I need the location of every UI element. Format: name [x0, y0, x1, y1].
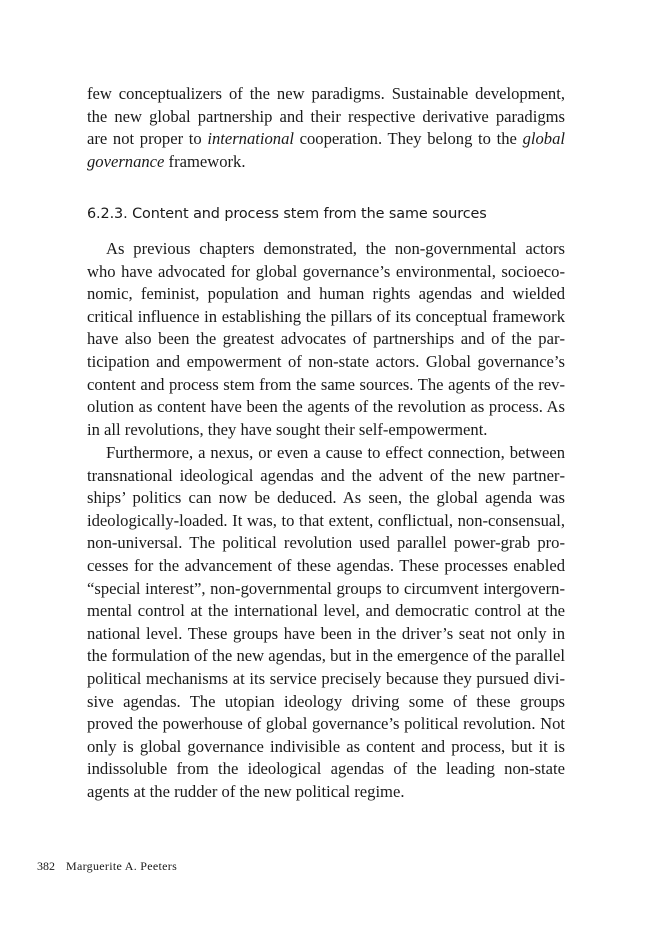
italic-term-global-governance: global governance	[87, 129, 565, 171]
body-paragraph	[87, 83, 565, 173]
body-paragraph: As previous chapters demonstrated, the non-governmental actors who have advocated for global governance’s environmental, socioeconomic, feminist, population and human rights agendas and wielded critical influence in establishing the pillars of its conceptual framework have also been the greatest advocates of partnerships and of the participation and empowerment of non-state actors. Global governance’s content and process stem from the same sources. The agents of the revolution as content have been the agents of the revolution as process. As in all revolutions, they have sought their self-empowerment.	[87, 239, 565, 439]
page-number: 382	[37, 859, 55, 873]
page-footer	[37, 858, 177, 874]
running-footer-author: Marguerite A. Peeters	[66, 859, 178, 873]
paragraph-text: framework.	[164, 151, 246, 171]
body-paragraph: Furthermore, a nexus, or even a cause to effect connection, between transnational ideological agendas and the advent of the new partnerships’ politics can now be deduced. As seen, the global agenda was ideologically-loaded. It was, to that extent, conflictual, non-consensual, non-universal. The political revolution used parallel power-grab processes for the advancement of these agendas. These processes enabled “special interest”, non-governmental groups to circumvent intergovernmental control at the international level, and democratic control at the national level. These groups have been in the driver’s seat not only in the formulation of the new agendas, but in the emergence of the parallel political mechanisms at its service precisely because they pursued divisive agendas. The utopian ideology driving some of these groups proved the powerhouse of global governance’s political revolution. Not only is global governance indivisible as content and process, but it is indissoluble from the ideological agendas of the leading non-state agents at the rudder of the new political regime.	[87, 443, 565, 801]
paragraph-text: cooperation. They belong to the	[293, 129, 523, 149]
italic-term-international: international	[207, 129, 294, 149]
paragraph-text: few conceptualizers of the new paradigms. Sustainable development, the new global partnership and their respective derivative paradigms are not proper to	[87, 84, 565, 149]
section-heading: 6.2.3. Content and process stem from the same sources	[87, 206, 487, 222]
